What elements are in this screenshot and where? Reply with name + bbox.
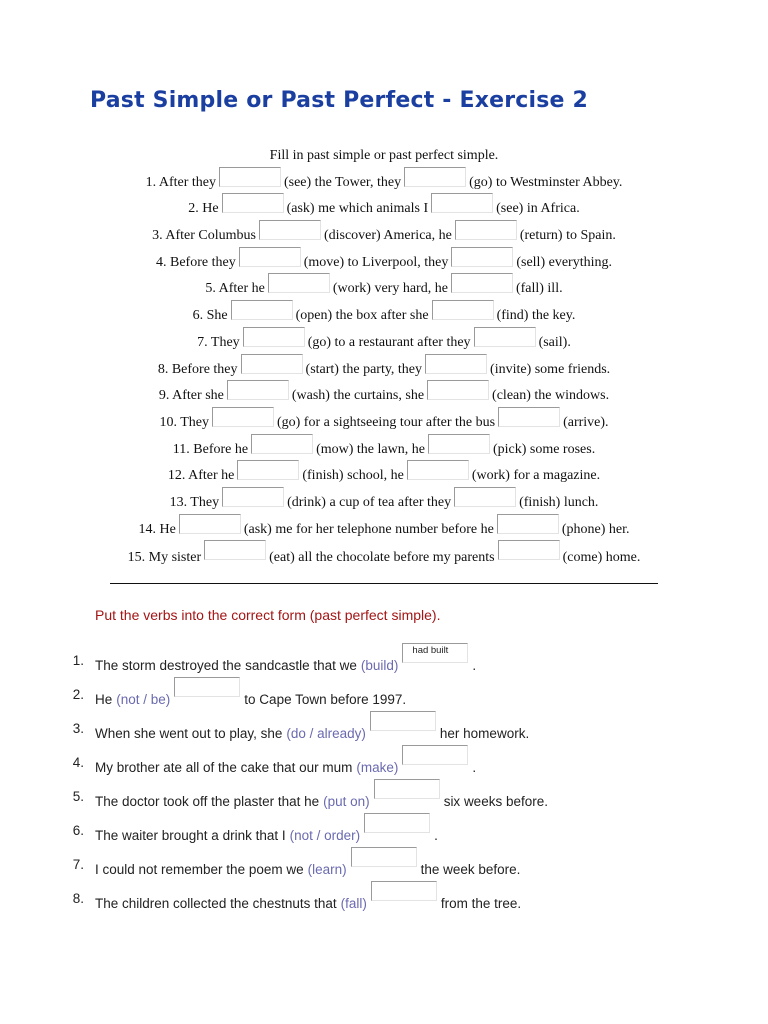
sentence-text: The doctor took off the plaster that he [95, 794, 320, 809]
sentence-text: 1. After they [145, 174, 216, 190]
exercise-1-row [110, 299, 658, 326]
sentence-text: 8. Before they [157, 361, 238, 377]
sentence-text: (eat) all the chocolate before my parents [269, 549, 495, 565]
sentence-text: (sell) everything. [516, 254, 612, 270]
answer-input-14-1[interactable] [179, 514, 241, 534]
answer-input-13-2[interactable] [454, 487, 516, 507]
exercise-1-row [110, 219, 658, 246]
item-sentence [95, 891, 521, 911]
exercise-1-row [110, 273, 658, 300]
sentence-text: . [434, 828, 438, 843]
sentence-text: The children collected the chestnuts that [95, 896, 337, 911]
sentence-text: (finish) lunch. [519, 494, 599, 510]
exercise-1-row [110, 406, 658, 433]
sentence-text: (go) to Westminster Abbey. [469, 174, 623, 190]
verb-hint: (not / be) [116, 692, 171, 707]
sentence-text: . [472, 760, 477, 775]
answer-input-9-2[interactable] [427, 380, 489, 400]
answer-input-8-1[interactable] [241, 354, 303, 374]
sentence-text: The storm destroyed the sandcastle that we [95, 658, 357, 673]
answer-input-11-1[interactable] [251, 434, 313, 454]
sentence-text: (discover) America, he [323, 228, 452, 244]
answer-input-6-2[interactable] [432, 300, 494, 320]
answer-input[interactable] [402, 745, 468, 765]
answer-input[interactable] [374, 779, 440, 799]
sentence-text: (arrive). [563, 414, 609, 430]
sentence-text: He [95, 692, 113, 707]
sentence-text: (see) in Africa. [496, 201, 580, 217]
sentence-text: six weeks before. [443, 794, 548, 809]
sentence-text: My brother ate all of the cake that our mum [95, 760, 353, 775]
item-sentence [95, 755, 476, 775]
verb-hint: (not / order) [289, 828, 361, 843]
sentence-text: (mow) the lawn, he [316, 441, 425, 457]
answer-input-1-1[interactable] [219, 167, 281, 187]
sentence-text: 5. After he [205, 281, 265, 297]
sentence-text: The waiter brought a drink that I [95, 828, 286, 843]
sentence-text: 11. Before he [172, 441, 249, 457]
sentence-text: I could not remember the poem we [95, 862, 304, 877]
exercise-1-row [110, 380, 658, 407]
answer-input-2-2[interactable] [431, 193, 493, 213]
exercise-1-row [110, 540, 658, 566]
sentence-text: 2. He [188, 201, 219, 217]
answer-input-14-2[interactable] [497, 514, 559, 534]
answer-input-10-2[interactable] [498, 407, 560, 427]
item-number: 7. [72, 857, 84, 872]
sentence-text: (see) the Tower, they [283, 174, 402, 190]
sentence-text: (go) for a sightseeing tour after the bus [276, 414, 496, 430]
sentence-text: (move) to Liverpool, they [303, 254, 449, 270]
sentence-text: 7. They [197, 334, 240, 350]
answer-input-13-1[interactable] [222, 487, 284, 507]
sentence-text: (ask) me which animals I [286, 201, 429, 217]
answer-input-7-2[interactable] [474, 327, 536, 347]
answer-input-6-1[interactable] [231, 300, 293, 320]
item-number: 2. [72, 687, 84, 702]
sentence-text: (work) very hard, he [332, 281, 448, 297]
answer-input-3-1[interactable] [259, 220, 321, 240]
item-sentence [95, 721, 529, 741]
verb-hint: (learn) [307, 862, 347, 877]
item-number: 6. [72, 823, 84, 838]
sentence-text: (open) the box after she [295, 308, 429, 324]
answer-input-15-1[interactable] [204, 540, 266, 560]
sentence-text: (drink) a cup of tea after they [287, 494, 452, 510]
exercise-1-instruction: Fill in past simple or past perfect simple. [269, 148, 499, 163]
sentence-text: (work) for a magazine. [471, 468, 601, 484]
item-number: 8. [72, 891, 84, 906]
exercise-1 [110, 146, 658, 566]
sentence-text: the week before. [420, 862, 521, 877]
sentence-text: (start) the party, they [305, 361, 423, 377]
answer-input[interactable]: had built [402, 643, 468, 663]
answer-input-15-2[interactable] [498, 540, 560, 560]
sentence-text: 14. He [138, 521, 176, 537]
sentence-text: 12. After he [167, 468, 235, 484]
answer-input-2-1[interactable] [222, 193, 284, 213]
divider [110, 583, 658, 584]
sentence-text: 9. After she [158, 388, 224, 404]
exercise-1-row [110, 460, 658, 487]
verb-hint: (make) [356, 760, 399, 775]
answer-input-5-2[interactable] [451, 273, 513, 293]
exercise-1-row [110, 326, 658, 353]
answer-input-8-2[interactable] [425, 354, 487, 374]
answer-input-12-1[interactable] [237, 460, 299, 480]
item-sentence [95, 789, 548, 809]
answer-input-4-2[interactable] [451, 247, 513, 267]
answer-input[interactable] [370, 711, 436, 731]
sentence-text: (come) home. [562, 549, 641, 565]
exercise-1-row [110, 193, 658, 220]
sentence-text: (clean) the windows. [492, 388, 610, 404]
item-sentence [95, 645, 477, 673]
answer-input-12-2[interactable] [407, 460, 469, 480]
verb-hint: (do / already) [286, 726, 366, 741]
answer-input[interactable] [174, 677, 240, 697]
item-sentence [95, 823, 438, 843]
exercise-1-row [110, 166, 658, 193]
exercise-1-row [110, 246, 658, 273]
answer-input-1-2[interactable] [404, 167, 466, 187]
sentence-text: to Cape Town before 1997. [244, 692, 407, 707]
sentence-text: her homework. [439, 726, 530, 741]
verb-hint: (build) [360, 658, 399, 673]
exercise-1-row [110, 353, 658, 380]
item-number: 3. [72, 721, 84, 736]
answer-input-3-2[interactable] [455, 220, 517, 240]
sentence-text: (phone) her. [561, 521, 630, 537]
exercise-1-row [110, 513, 658, 540]
answer-input-7-1[interactable] [243, 327, 305, 347]
sentence-text: 15. My sister [127, 549, 202, 565]
sentence-text: (invite) some friends. [490, 361, 611, 377]
sentence-text: . [472, 658, 477, 673]
sentence-text: (fall) ill. [515, 281, 563, 297]
sentence-text: 4. Before they [156, 254, 236, 270]
sentence-text: from the tree. [440, 896, 522, 911]
item-number: 5. [72, 789, 84, 804]
sentence-text: (return) to Spain. [519, 228, 616, 244]
item-number: 1. [72, 653, 84, 668]
sentence-text: (finish) school, he [302, 468, 404, 484]
sentence-text: 3. After Columbus [152, 228, 256, 244]
sentence-text: (pick) some roses. [492, 441, 596, 457]
sentence-text: (wash) the curtains, she [291, 388, 425, 404]
sentence-text: When she went out to play, she [95, 726, 283, 741]
sentence-text: 6. She [192, 308, 228, 324]
page-title: Past Simple or Past Perfect - Exercise 2 [90, 88, 589, 113]
sentence-text: 13. They [169, 494, 220, 510]
item-number: 4. [72, 755, 84, 770]
answer-input[interactable] [364, 813, 430, 833]
exercise-1-row [110, 486, 658, 513]
item-sentence [95, 687, 406, 707]
exercise-2-instruction: Put the verbs into the correct form (past perfect simple). [95, 607, 441, 623]
item-sentence [95, 857, 520, 877]
answer-input[interactable] [371, 881, 437, 901]
answer-input-9-1[interactable] [227, 380, 289, 400]
exercise-1-row [110, 433, 658, 460]
answer-input-11-2[interactable] [428, 434, 490, 454]
sentence-text: (ask) me for her telephone number before he [243, 521, 494, 537]
sentence-text: (sail). [538, 334, 571, 350]
verb-hint: (fall) [340, 896, 367, 911]
verb-hint: (put on) [323, 794, 370, 809]
sentence-text: 10. They [159, 414, 209, 430]
answer-input-5-1[interactable] [268, 273, 330, 293]
sentence-text: (find) the key. [496, 308, 576, 324]
answer-input[interactable] [351, 847, 417, 867]
answer-input-10-1[interactable] [212, 407, 274, 427]
answer-input-4-1[interactable] [239, 247, 301, 267]
sentence-text: (go) to a restaurant after they [307, 334, 471, 350]
